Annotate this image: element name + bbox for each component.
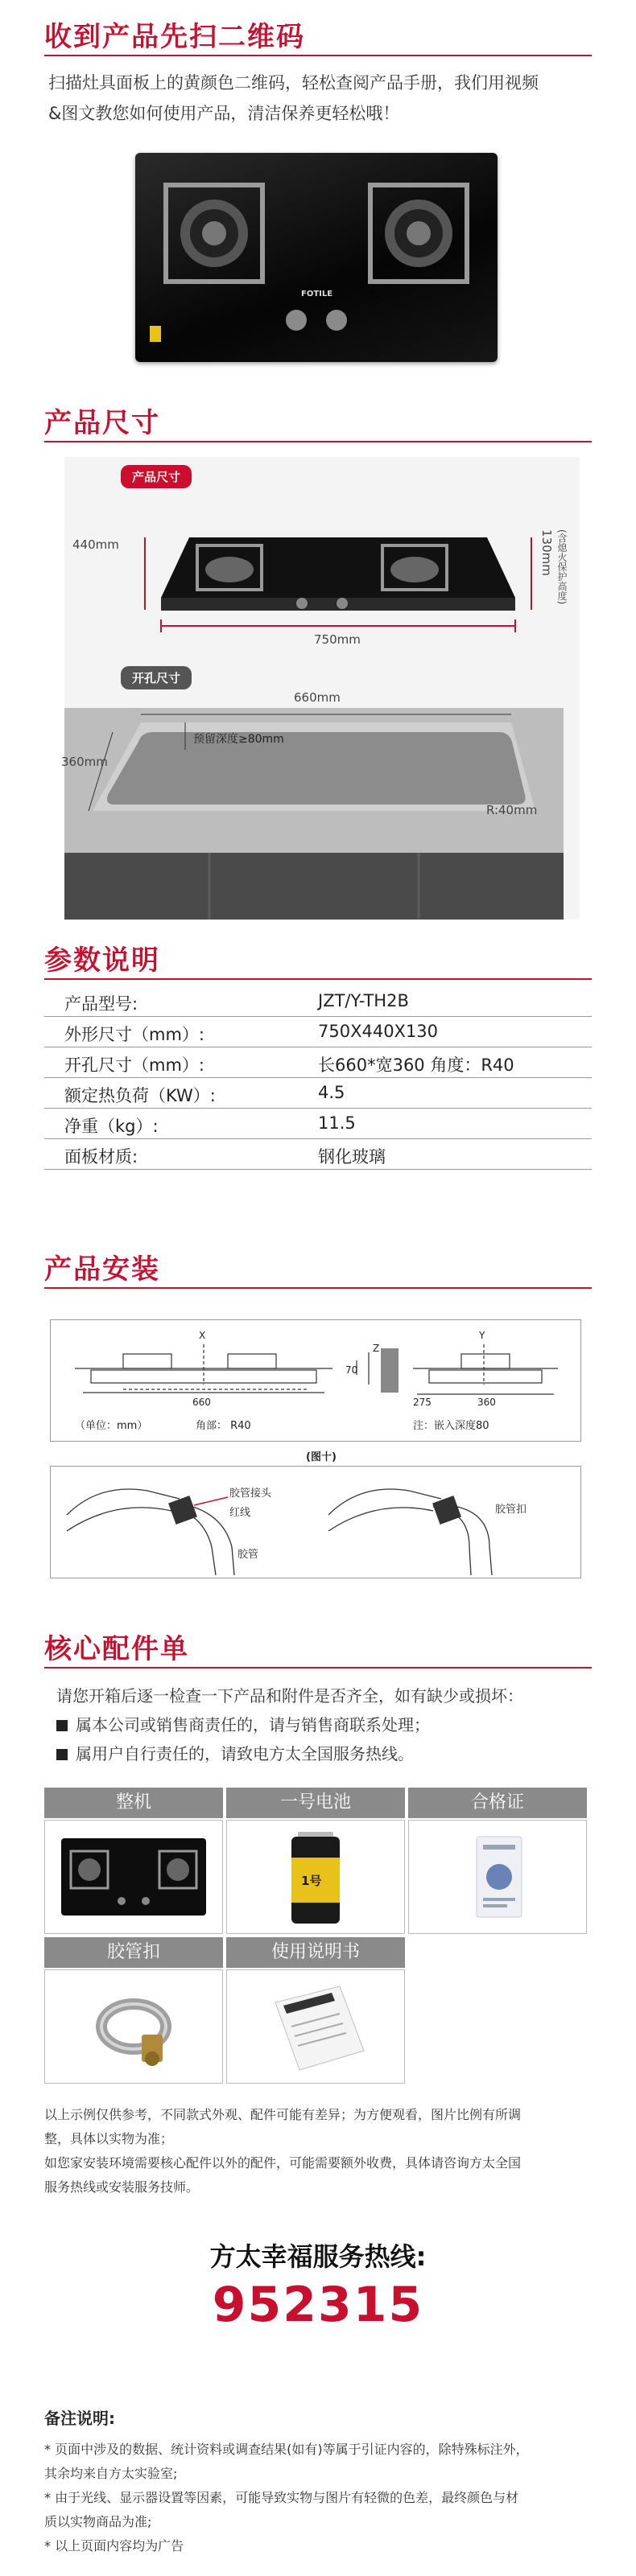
pipe-joint-label: 胶管接头 (229, 1488, 272, 1500)
parts-cell-battery (226, 1820, 405, 1934)
dim-275: 275 (413, 1397, 432, 1408)
depth-label: 440mm (72, 537, 119, 552)
tag-product-size: 产品尺寸 (121, 465, 192, 488)
cutout-depth-label: 360mm (61, 755, 108, 769)
parts-header-certificate: 合格证 (408, 1788, 587, 1818)
manual-image (227, 1970, 404, 2083)
main-unit-image (45, 1821, 222, 1933)
parts-section-title: 核心配件单 (44, 1633, 189, 1665)
section-divider (44, 55, 592, 56)
embed-depth-note: 注：嵌入深度80 (413, 1420, 489, 1432)
spec-row-panel-material: 面板材质: 钢化玻璃 (44, 1139, 592, 1170)
qr-code-sticker (150, 326, 161, 342)
dim-660: 660 (192, 1397, 211, 1408)
section-divider (44, 1667, 592, 1669)
spec-row-cutout: 开孔尺寸（mm）: 长660*宽360 角度：R40 (44, 1047, 592, 1078)
params-section-title: 参数说明 (44, 944, 160, 977)
parts-bullet-1: 属本公司或销售商责任的，请与销售商联系处理； (56, 1710, 523, 1739)
cutout-width-label: 660mm (294, 690, 341, 705)
radius-label: R:40mm (486, 803, 538, 817)
qr-section-title: 收到产品先扫二维码 (44, 21, 305, 53)
unit-note: （单位：mm） (75, 1420, 148, 1432)
hotline-number[interactable]: 952315 (212, 2277, 424, 2333)
bullet-square (56, 1720, 68, 1731)
battery-label: 1号 (301, 1874, 322, 1888)
install-section-title: 产品安装 (44, 1253, 160, 1286)
parts-header-hose-clamp: 胶管扣 (44, 1937, 223, 1968)
parts-notes: 以上示例仅供参考，不同款式外观、配件可能有差异；为方便观看，图片比例有所调 整，具体以实物为准； 如您家安装环境需要核心配件以外的配件，可能需要额外收费，具体请咨询方太全国 服务热线或安装服务技师。 (44, 2107, 522, 2195)
qr-desc: 扫描灶具面板上的黄颜色二维码，轻松查阅产品手册，我们用视频 &图文教您如何使用产品，清洁保养更轻松哦！ (48, 73, 539, 123)
parts-header-main-unit: 整机 (44, 1788, 223, 1818)
parts-cell-certificate (408, 1820, 587, 1934)
cutout-size-panel (61, 666, 580, 920)
figure-caption: (图十) (306, 1451, 337, 1463)
parts-bullet-2: 属用户自行责任的，请致电方太全国服务热线。 (56, 1739, 523, 1768)
parts-header-manual: 使用说明书 (226, 1937, 405, 1968)
spec-row-model: 产品型号: JZT/Y-TH2B (44, 986, 592, 1017)
section-divider (44, 441, 592, 442)
height-label: 130mm (539, 529, 554, 576)
spec-row-heat-load: 额定热负荷（KW）: 4.5 (44, 1078, 592, 1109)
section-divider (44, 978, 592, 980)
z-axis-label: Z (373, 1343, 380, 1354)
install-diagram-hose (50, 1466, 581, 1578)
parts-cell-manual (226, 1969, 405, 2084)
hose-clamp-label: 胶管扣 (495, 1504, 527, 1516)
parts-header-battery: 一号电池 (226, 1788, 405, 1818)
height-note: (含熄火保护高度) (556, 529, 568, 605)
x-axis-label: X (199, 1330, 206, 1341)
install-diagram-top (50, 1319, 581, 1442)
corner-note: 角部： R40 (196, 1420, 251, 1432)
dim-360: 360 (477, 1397, 496, 1408)
width-label: 750mm (314, 632, 361, 647)
dim-70: 70 (345, 1364, 358, 1376)
section-divider (44, 1287, 592, 1289)
parts-cell-hose-clamp (44, 1969, 223, 2084)
y-axis-label: Y (479, 1330, 485, 1341)
bullet-square (56, 1749, 68, 1760)
hotline-title: 方太幸福服务热线: (209, 2241, 427, 2272)
size-section-title: 产品尺寸 (44, 407, 160, 439)
remarks-title: 备注说明: (44, 2409, 115, 2428)
hose-clamp-image (45, 1970, 222, 2083)
hose-drawing (51, 1467, 582, 1579)
brand-logo: FOTILE (301, 290, 333, 298)
certificate-image (409, 1821, 586, 1933)
tag-cutout-size: 开孔尺寸 (121, 666, 192, 689)
spec-row-weight: 净重（kg）: 11.5 (44, 1109, 592, 1139)
spec-row-dimensions: 外形尺寸（mm）: 750X440X130 (44, 1017, 592, 1047)
reserve-depth-label: 预留深度≥80mm (193, 733, 284, 746)
cooktop-top-image (135, 153, 498, 362)
remarks-list: * 页面中涉及的数据、统计资料或调查结果(如有)等属于引证内容的，除特殊标注外， 其余均来自方太实验室; * 由于光线、显示器设置等因素，可能导致实物与图片有轻微的色差，最终颜色与材 质以实物商品为准; * 以上页面内容均为广告 (44, 2442, 529, 2553)
product-size-panel (64, 457, 580, 666)
hose-label: 胶管 (237, 1549, 259, 1561)
parts-instructions: 请您开箱后逐一检查一下产品和附件是否齐全，如有缺少或损坏： 属本公司或销售商责任的，请与销售商联系处理； 属用户自行责任的，请致电方太全国服务热线。 (56, 1681, 523, 1768)
red-line-label: 红线 (229, 1507, 251, 1519)
parts-cell-main-unit (44, 1820, 223, 1934)
cooktop-burners (135, 153, 498, 362)
